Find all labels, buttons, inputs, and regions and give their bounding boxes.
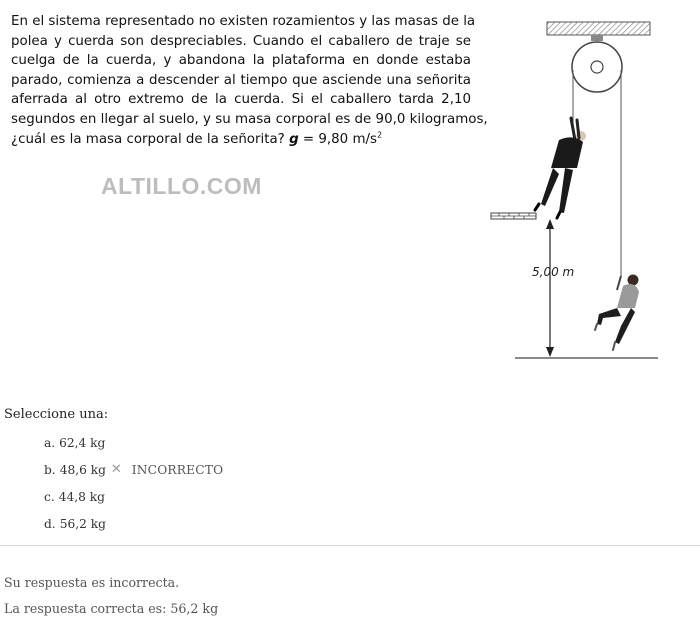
option-d[interactable]	[44, 510, 223, 537]
question-prompt: Seleccione una:	[4, 407, 109, 422]
problem-question: ¿cuál es la masa corporal de la señorita?	[11, 131, 285, 147]
incorrect-icon: ✕	[110, 462, 122, 477]
option-feedback: INCORRECTO	[131, 462, 224, 477]
gravity-value: = 9,80 m/s	[298, 131, 377, 147]
gravity-exponent: 2	[377, 130, 383, 140]
man-figure	[535, 118, 586, 218]
option-text: 56,2 kg	[59, 516, 106, 531]
pulley-axle	[591, 61, 603, 73]
feedback-correct-answer: La respuesta correcta es: 56,2 kg	[4, 601, 219, 616]
feedback-status: Su respuesta es incorrecta.	[4, 575, 180, 590]
height-arrow-up	[546, 219, 554, 229]
option-c[interactable]	[44, 483, 223, 510]
option-text: 44,8 kg	[58, 489, 105, 504]
pulley-bracket	[591, 35, 603, 41]
pulley-figure	[485, 18, 665, 363]
option-b[interactable]	[44, 456, 223, 483]
divider	[0, 545, 700, 546]
answer-options	[44, 429, 223, 537]
option-letter: c.	[44, 489, 55, 504]
option-text: 62,4 kg	[59, 435, 106, 450]
watermark: ALTILLO.COM	[101, 173, 262, 199]
problem-line-3: cuelga de la cuerda, y abandona la plataforma en donde estaba	[11, 53, 471, 69]
problem-line-5: aferrada al otro extremo de la cuerda. Si el caballero tarda 2,10	[11, 92, 471, 108]
option-letter: a.	[44, 435, 56, 450]
height-arrow-down	[546, 347, 554, 357]
problem-line-7	[11, 130, 471, 150]
pulley-diagram	[485, 18, 665, 363]
gravity-symbol: g	[289, 131, 299, 147]
ceiling-hatch	[547, 22, 650, 35]
problem-line-2: polea y cuerda son despreciables. Cuando el caballero de traje se	[11, 33, 471, 49]
option-letter: b.	[44, 462, 56, 477]
option-a[interactable]	[44, 429, 223, 456]
woman-figure	[595, 275, 639, 351]
option-letter: d.	[44, 516, 56, 531]
height-label: 5,00 m	[532, 265, 575, 279]
problem-line-1: En el sistema representado no existen rozamientos y las masas de la	[11, 14, 476, 29]
problem-statement	[11, 12, 488, 149]
problem-line-6: segundos en llegar al suelo, y su masa corporal es de 90,0 kilogramos,	[11, 111, 488, 127]
option-text: 48,6 kg	[59, 462, 106, 477]
feedback-panel	[4, 570, 218, 622]
problem-line-4: parado, comienza a descender al tiempo que asciende una señorita	[11, 72, 471, 88]
